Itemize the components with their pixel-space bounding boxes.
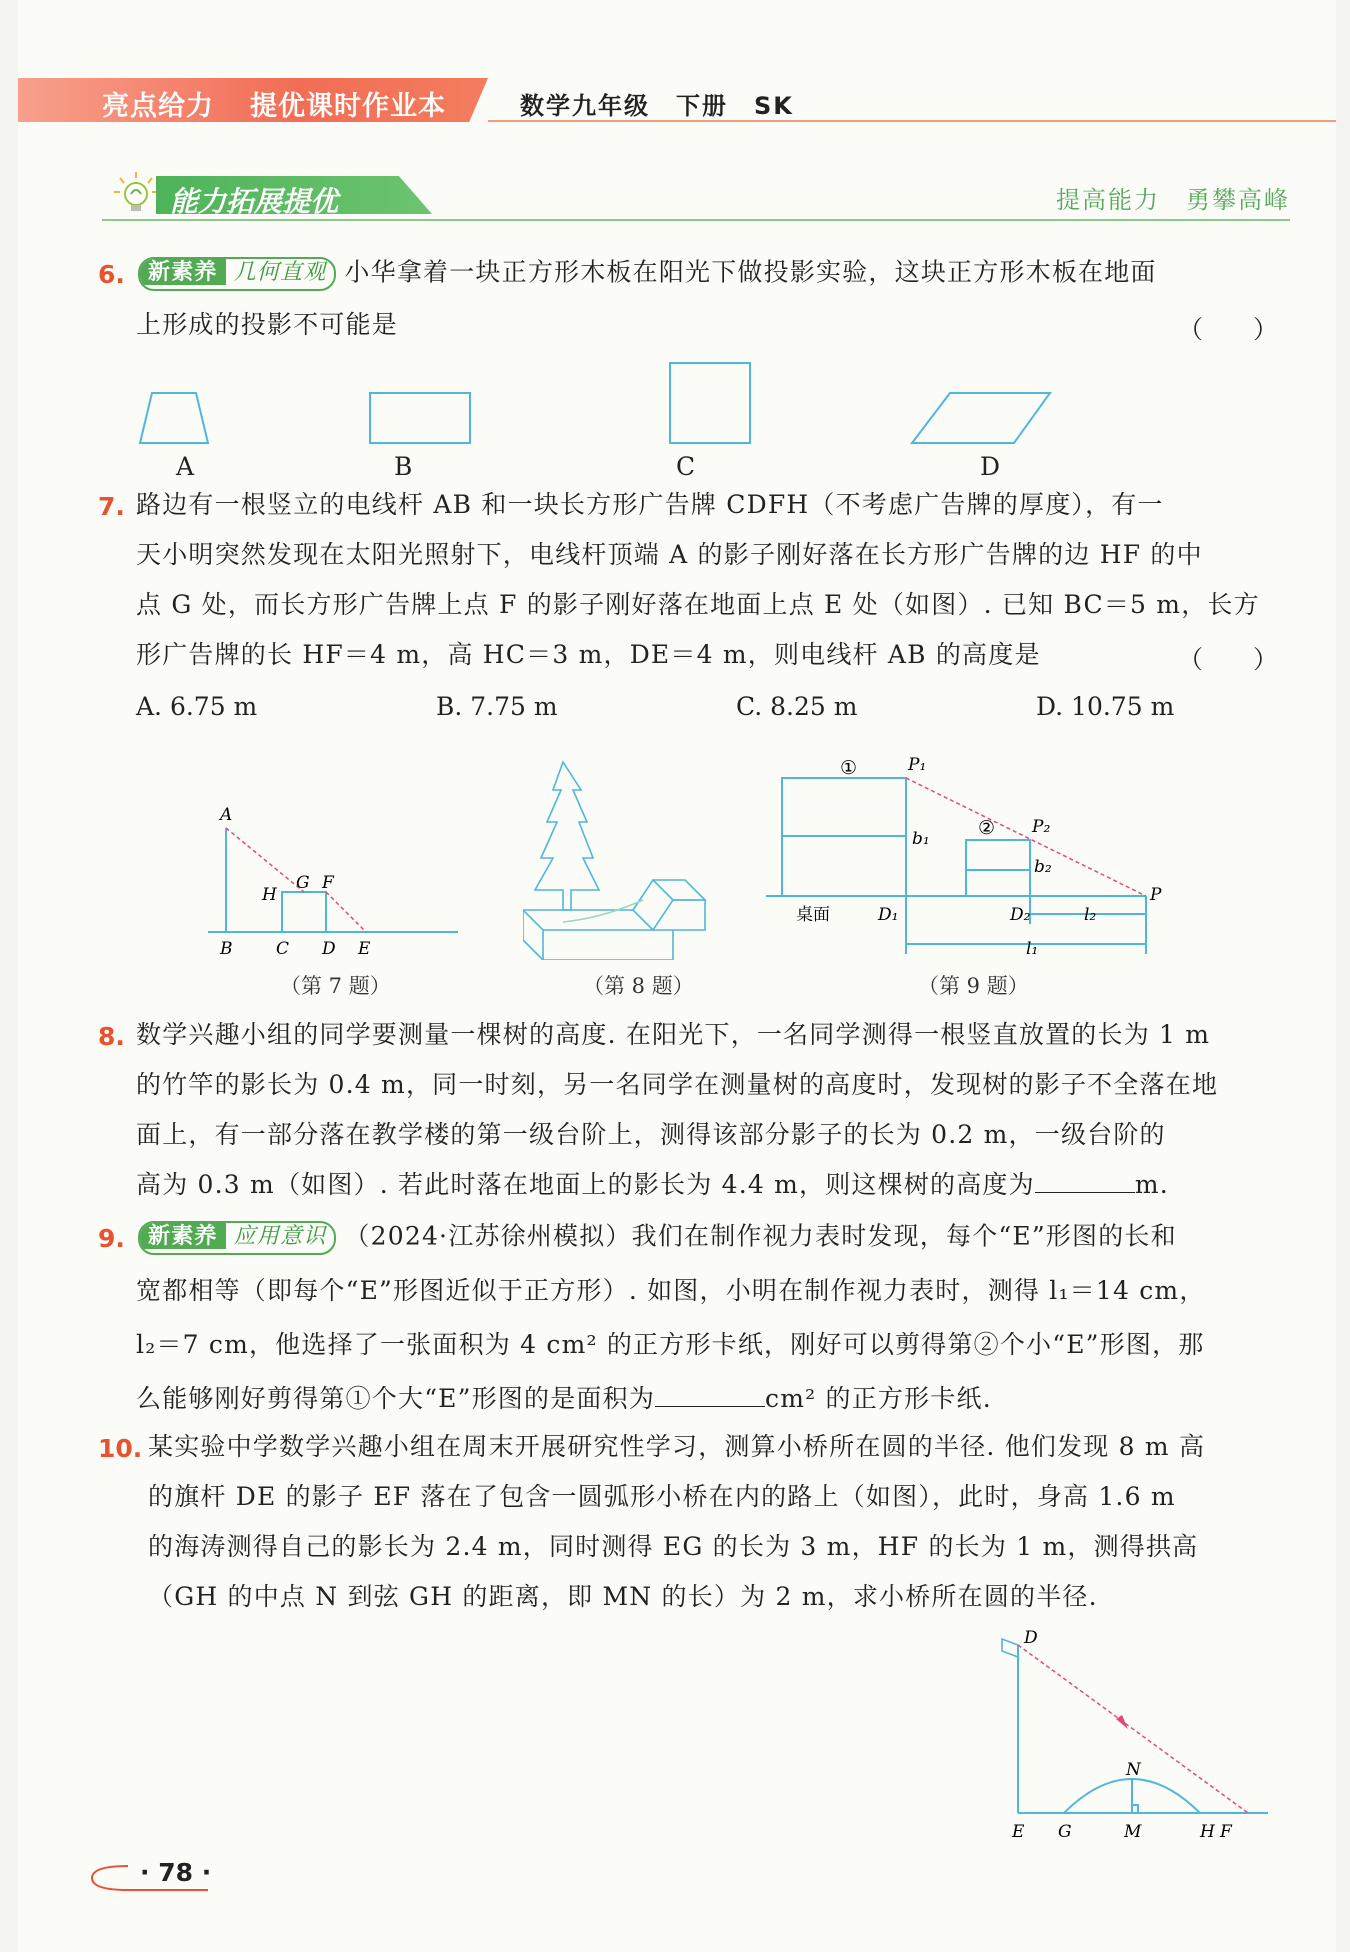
trapezoid-shape bbox=[140, 393, 208, 443]
fig9-label-p: P bbox=[1150, 885, 1162, 905]
q6-line2: 上形成的投影不可能是 bbox=[136, 310, 399, 339]
q8-line2: 的竹竿的影长为 0.4 m，同一时刻，另一名同学在测量树的高度时，发现树的影子不全落在地 bbox=[136, 1070, 1219, 1099]
fig9-label-p2: P₂ bbox=[1032, 817, 1051, 837]
page-number: · 78 · bbox=[140, 1858, 212, 1887]
page-header bbox=[18, 78, 1336, 122]
fig9-label-2: ② bbox=[978, 817, 996, 839]
rectangle-shape bbox=[370, 393, 470, 443]
fig9-label-desk: 桌面 bbox=[796, 905, 830, 925]
q8-line3: 面上，有一部分落在教学楼的第一级台阶上，测得该部分影子的长为 0.2 m，一级台阶的 bbox=[136, 1120, 1166, 1149]
q7-line1: 路边有一根竖立的电线杆 AB 和一块长方形广告牌 CDFH（不考虑广告牌的厚度），有一 bbox=[136, 490, 1164, 519]
q7-number: 7. bbox=[98, 492, 125, 521]
fig10-label-d: D bbox=[1024, 1628, 1038, 1648]
fig10-label-h: H bbox=[1200, 1822, 1215, 1842]
fig7-caption: （第 7 题） bbox=[280, 974, 391, 998]
workbook-page bbox=[18, 0, 1336, 1952]
q8-text4: 高为 0.3 m（如图）. 若此时落在地面上的影长为 4.4 m，则这棵树的高度为 bbox=[136, 1170, 1035, 1199]
lightbulb-icon bbox=[112, 170, 160, 218]
parallelogram-shape bbox=[912, 393, 1050, 443]
fig9-label-b1: b₁ bbox=[912, 829, 930, 849]
q7-answer-paren: （ ） bbox=[1178, 645, 1279, 674]
q10-line1: 某实验中学数学兴趣小组在周末开展研究性学习，测算小桥所在圆的半径. 他们发现 8 m 高 bbox=[148, 1432, 1206, 1461]
fig7-label-f: F bbox=[322, 873, 334, 893]
header-rule bbox=[488, 120, 1336, 122]
q8-number: 8. bbox=[98, 1022, 125, 1051]
fig10-label-f: F bbox=[1220, 1822, 1232, 1842]
brand-title: 亮点给力 bbox=[102, 91, 214, 122]
q6-label-a: A bbox=[176, 452, 195, 481]
section-motto: 提高能力 勇攀高峰 bbox=[1056, 186, 1290, 214]
q6-number: 6. bbox=[98, 260, 125, 289]
course-title: 数学九年级 下册 SK bbox=[520, 92, 794, 120]
q9-answer-blank[interactable] bbox=[655, 1406, 765, 1407]
fig10-label-g: G bbox=[1058, 1822, 1072, 1842]
badge-sub: 几何直观 bbox=[233, 260, 327, 285]
q6-answer-paren: （ ） bbox=[1178, 315, 1279, 344]
fig7-label-h: H bbox=[262, 885, 277, 905]
series-title: 提优课时作业本 bbox=[250, 91, 446, 122]
q6-label-d: D bbox=[980, 452, 1001, 481]
fig7-label-b: B bbox=[220, 939, 233, 959]
section-title: 能力拓展提优 bbox=[170, 185, 339, 218]
fig10-label-m: M bbox=[1124, 1822, 1142, 1842]
fig9-label-b2: b₂ bbox=[1034, 857, 1052, 877]
q9-text4b: cm² 的正方形卡纸. bbox=[765, 1384, 992, 1413]
q8-answer-blank[interactable] bbox=[1035, 1192, 1135, 1193]
fig7-label-a: A bbox=[220, 805, 233, 825]
q10-line2: 的旗杆 DE 的影子 EF 落在了包含一圆弧形小桥在内的路上（如图），此时，身高 1.6 m bbox=[148, 1482, 1176, 1511]
fig7-label-e: E bbox=[358, 939, 371, 959]
q9-text1: （2024·江苏徐州模拟）我们在制作视力表时发现，每个“E”形图的长和 bbox=[344, 1221, 1177, 1251]
q7-line2: 天小明突然发现在太阳光照射下，电线杆顶端 A 的影子刚好落在长方形广告牌的边 HF 的中 bbox=[136, 540, 1203, 569]
fig9-label-d2: D₂ bbox=[1010, 905, 1031, 925]
fig9-label-l1: l₁ bbox=[1026, 939, 1039, 958]
fig9-label-1: ① bbox=[840, 757, 858, 779]
q9-number: 9. bbox=[98, 1224, 125, 1253]
fig7-label-c: C bbox=[276, 939, 290, 959]
q8-line4 bbox=[136, 1170, 1169, 1200]
fig9-caption: （第 9 题） bbox=[918, 974, 1029, 998]
square-shape bbox=[670, 363, 750, 443]
fig10-label-e: E bbox=[1012, 1822, 1025, 1842]
fig7-label-d: D bbox=[322, 939, 336, 959]
q7-line3: 点 G 处，而长方形广告牌上点 F 的影子刚好落在地面上点 E 处（如图）. 已知 BC＝5 m，长方 bbox=[136, 590, 1260, 619]
q10-number: 10. bbox=[98, 1434, 143, 1463]
q9-line4 bbox=[136, 1384, 992, 1414]
q9-line2: 宽都相等（即每个“E”形图近似于正方形）. 如图，小明在制作视力表时，测得 l₁＝14 cm， bbox=[136, 1276, 1206, 1305]
q10-line3: 的海涛测得自己的影长为 2.4 m，同时测得 EG 的长为 3 m，HF 的长为 1 m，测得拱高 bbox=[148, 1532, 1199, 1561]
q6-text1: 小华拿着一块正方形木板在阳光下做投影实验，这块正方形木板在地面 bbox=[344, 257, 1157, 287]
q9-text4a: 么能够刚好剪得第①个大“E”形图的是面积为 bbox=[136, 1384, 656, 1413]
fig10-label-n: N bbox=[1126, 1760, 1141, 1780]
fig7-label-g: G bbox=[296, 873, 310, 893]
q6-badge bbox=[138, 257, 336, 291]
badge-main: 新素养 bbox=[140, 1223, 226, 1249]
q7-option-d: D. 10.75 m bbox=[1036, 692, 1175, 721]
q7-option-c: C. 8.25 m bbox=[736, 692, 858, 721]
q6-line1 bbox=[138, 257, 1157, 291]
section-rule bbox=[102, 219, 1290, 221]
q9-line1 bbox=[138, 1221, 1177, 1255]
q7-option-b: B. 7.75 m bbox=[436, 692, 558, 721]
fig9-label-l2: l₂ bbox=[1084, 905, 1097, 925]
q8-unit: m. bbox=[1134, 1170, 1169, 1199]
fig9-label-p1: P₁ bbox=[908, 755, 927, 775]
fig8-caption: （第 8 题） bbox=[583, 974, 694, 998]
q8-line1: 数学兴趣小组的同学要测量一棵树的高度. 在阳光下，一名同学测得一根竖直放置的长为 1 m bbox=[136, 1020, 1211, 1049]
figure-10 bbox=[978, 1625, 1278, 1845]
q7-option-a: A. 6.75 m bbox=[136, 692, 258, 721]
figure-9 bbox=[766, 748, 1166, 958]
q6-label-c: C bbox=[676, 452, 696, 481]
q7-line4: 形广告牌的长 HF＝4 m，高 HC＝3 m，DE＝4 m，则电线杆 AB 的高度是 bbox=[136, 640, 1041, 669]
q9-line3: l₂＝7 cm，他选择了一张面积为 4 cm² 的正方形卡纸，刚好可以剪得第②个小“E”形图，那 bbox=[136, 1330, 1205, 1359]
section-header bbox=[102, 168, 1290, 224]
fig9-label-d1: D₁ bbox=[878, 905, 899, 925]
q6-label-b: B bbox=[394, 452, 413, 481]
q10-line4: （GH 的中点 N 到弦 GH 的距离，即 MN 的长）为 2 m，求小桥所在圆的半径. bbox=[148, 1582, 1098, 1611]
figure-8-tree-steps bbox=[523, 750, 723, 960]
q9-badge bbox=[138, 1221, 336, 1255]
badge-sub: 应用意识 bbox=[233, 1224, 327, 1249]
figure-7 bbox=[208, 800, 488, 960]
badge-main: 新素养 bbox=[140, 259, 226, 285]
